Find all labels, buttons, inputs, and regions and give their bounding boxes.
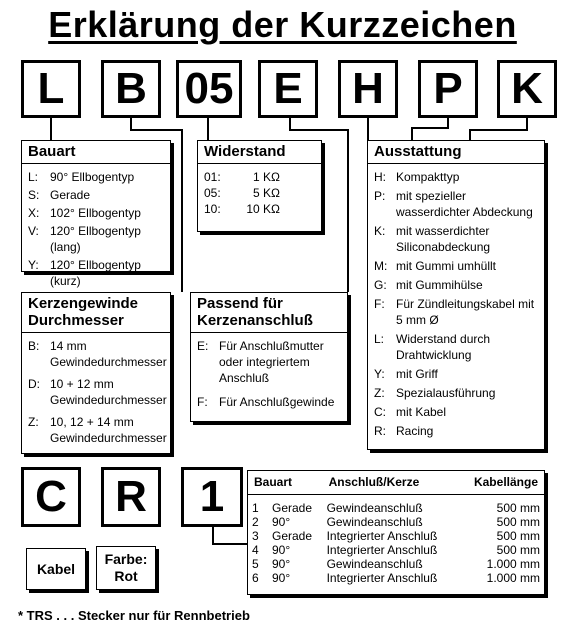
row-anschluss: Integrierter Anschluß: [326, 529, 438, 543]
code-letter-b: B: [101, 60, 161, 118]
ausstattung-key: H:: [374, 170, 386, 184]
ausstattung-key: Y:: [374, 367, 385, 381]
row-bauart: 90°: [272, 515, 291, 529]
widerstand-key: 05:: [204, 186, 221, 200]
ausstattung-key: M:: [374, 259, 388, 273]
ausstattung-value: mit wasserdichter Siliconabdeckung: [396, 224, 491, 254]
ausstattung-key: G:: [374, 278, 387, 292]
row-laenge: 500 mm: [496, 501, 540, 515]
passend-heading-line2: Kerzenanschluß: [197, 312, 313, 329]
row-anschluss: Gewindeanschluß: [326, 557, 423, 571]
code-letter-05: 05: [176, 60, 242, 118]
row-bauart: Gerade: [272, 501, 313, 515]
ausstattung-value: mit spezieller wasserdichter Abdeckung: [396, 189, 533, 219]
bauart-value: 120° Ellbogentyp (lang): [50, 224, 141, 254]
row-number: 4: [252, 543, 259, 557]
kerzengewinde-value: 10 + 12 mm Gewindedurchmesser: [50, 377, 167, 407]
row-anschluss: Gewindeanschluß: [326, 515, 423, 529]
page-title: Erklärung der Kurzzeichen: [48, 4, 517, 45]
widerstand-key: 01:: [204, 170, 221, 184]
row-number: 6: [252, 571, 259, 585]
row-anschluss: Integrierter Anschluß: [326, 571, 438, 585]
table-row: [248, 529, 544, 543]
bauart-value: 102° Ellbogentyp: [50, 206, 141, 220]
cable-table: [248, 471, 544, 585]
ausstattung-value: Spezialausführung: [396, 386, 496, 400]
ausstattung-value: mit Kabel: [396, 405, 447, 419]
ausstattung-heading: Ausstattung: [368, 141, 544, 164]
row-number: 3: [252, 529, 259, 543]
farbe-value: Rot: [114, 568, 138, 584]
row-bauart: 90°: [272, 543, 291, 557]
row-anschluss: Gewindeanschluß: [326, 501, 423, 515]
widerstand-value: 5 KΩ: [253, 186, 280, 200]
bauart-key: Y:: [28, 258, 39, 272]
row-laenge: 1.000 mm: [486, 557, 540, 571]
bauart-key: S:: [28, 188, 40, 202]
kerzengewinde-key: B:: [28, 339, 40, 353]
code-letter-r: R: [101, 467, 161, 527]
row-anschluss: Integrierter Anschluß: [326, 543, 438, 557]
column-header-bauart: Bauart: [248, 471, 323, 495]
kerzengewinde-heading-line2: Durchmesser: [28, 312, 124, 329]
kerzengewinde-key: D:: [28, 377, 40, 391]
farbe-label: Farbe:: [104, 551, 148, 567]
row-number: 5: [252, 557, 259, 571]
ausstattung-value: mit Gummihülse: [396, 278, 483, 292]
passend-key: F:: [197, 395, 208, 409]
row-number: 2: [252, 515, 259, 529]
table-row: [248, 557, 544, 571]
passend-value: Für Anschlußgewinde: [219, 395, 335, 409]
ausstattung-value: mit Griff: [396, 367, 438, 381]
code-letter-k: K: [497, 60, 557, 118]
widerstand-panel: [197, 140, 322, 232]
widerstand-key: 10:: [204, 202, 221, 216]
row-bauart: Gerade: [272, 529, 313, 543]
kerzengewinde-value: 10, 12 + 14 mm Gewindedurchmesser: [50, 415, 167, 445]
kerzengewinde-panel: [21, 292, 171, 454]
widerstand-value: 10 KΩ: [246, 202, 280, 216]
row-laenge: 500 mm: [496, 515, 540, 529]
row-laenge: 1.000 mm: [486, 571, 540, 585]
cable-table-panel: [247, 470, 545, 595]
row-laenge: 500 mm: [496, 529, 540, 543]
row-bauart: 90°: [272, 571, 291, 585]
kerzengewinde-heading-line1: Kerzengewinde: [28, 295, 139, 312]
bauart-key: V:: [28, 224, 39, 238]
ausstattung-value: mit Gummi umhüllt: [396, 259, 497, 273]
row-bauart: 90°: [272, 557, 291, 571]
ausstattung-key: F:: [374, 297, 385, 311]
table-row: [248, 571, 544, 585]
code-letter-e: E: [258, 60, 318, 118]
column-header-kabellaenge: Kabellänge: [458, 471, 544, 495]
bauart-key: X:: [28, 206, 40, 220]
passend-heading-line1: Passend für: [197, 295, 283, 312]
row-number: 1: [252, 501, 259, 515]
code-letter-h: H: [338, 60, 398, 118]
farbe-box: [96, 546, 156, 590]
bauart-heading: Bauart: [22, 141, 170, 164]
passend-panel: [190, 292, 348, 422]
table-row: [248, 515, 544, 529]
ausstattung-value: Racing: [396, 424, 434, 438]
ausstattung-value: Für Zündleitungskabel mit 5 mm Ø: [396, 297, 535, 327]
row-laenge: 500 mm: [496, 543, 540, 557]
code-letter-p: P: [418, 60, 478, 118]
bauart-value: 120° Ellbogentyp (kurz): [50, 258, 141, 288]
kabel-label: Kabel: [36, 560, 76, 577]
ausstattung-key: C:: [374, 405, 386, 419]
code-letter-c: C: [21, 467, 81, 527]
code-letter-1: 1: [181, 467, 243, 527]
widerstand-value: 1 KΩ: [253, 170, 280, 184]
ausstattung-key: R:: [374, 424, 386, 438]
ausstattung-key: L:: [374, 332, 385, 346]
ausstattung-panel: [367, 140, 545, 450]
kerzengewinde-key: Z:: [28, 415, 39, 429]
passend-value: Für Anschlußmutter oder integriertem Anschluß: [219, 339, 324, 385]
bauart-panel: [21, 140, 171, 288]
ausstattung-key: Z:: [374, 386, 385, 400]
ausstattung-value: Kompakttyp: [396, 170, 460, 184]
table-row: [248, 543, 544, 557]
table-row: [248, 495, 544, 516]
bauart-value: 90° Ellbogentyp: [50, 170, 135, 184]
widerstand-heading: Widerstand: [198, 141, 321, 164]
code-letter-l: L: [21, 60, 81, 118]
ausstattung-value: Widerstand durch Drahtwicklung: [396, 332, 491, 362]
kerzengewinde-value: 14 mm Gewindedurchmesser: [50, 339, 167, 369]
ausstattung-key: P:: [374, 189, 386, 203]
passend-key: E:: [197, 339, 209, 353]
bauart-value: Gerade: [50, 188, 91, 202]
kabel-box: [26, 548, 86, 590]
footnote: * TRS . . . Stecker nur für Rennbetrieb: [18, 608, 250, 623]
column-header-anschluss: Anschluß/Kerze: [323, 471, 458, 495]
ausstattung-key: K:: [374, 224, 386, 238]
bauart-key: L:: [28, 170, 39, 184]
